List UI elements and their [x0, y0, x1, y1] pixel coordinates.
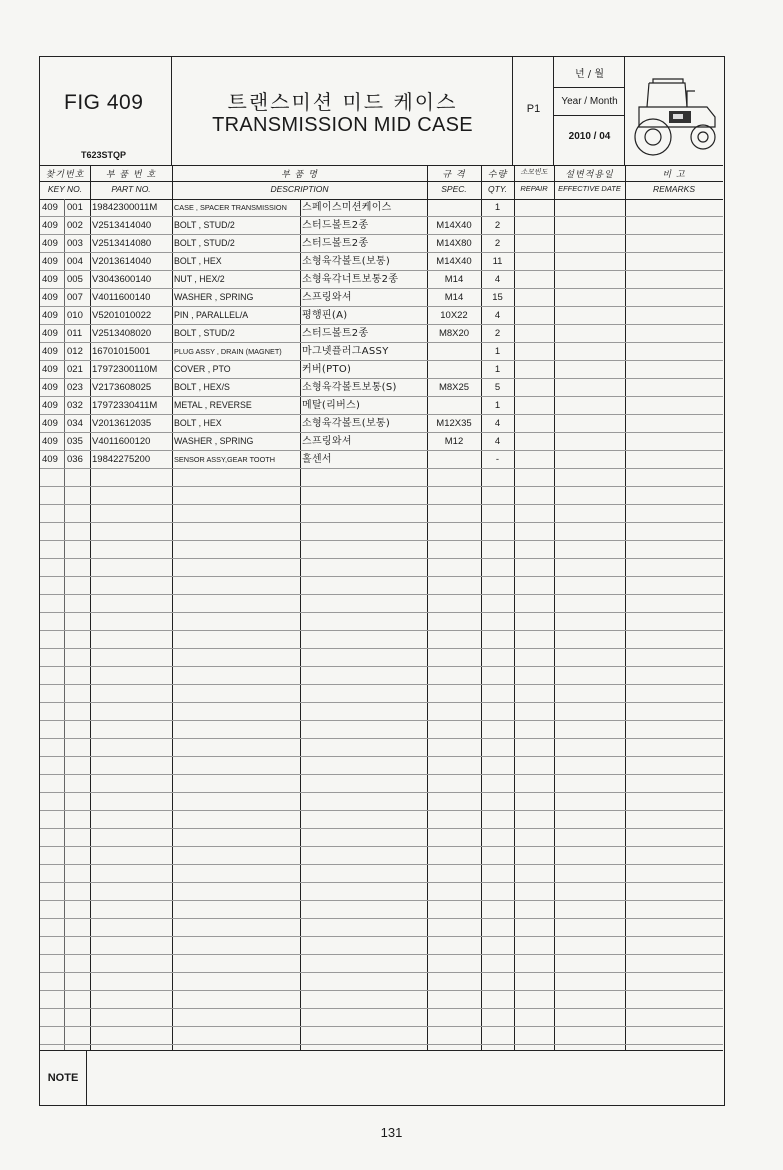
- page-ref: P1: [526, 103, 541, 115]
- table-row: [40, 631, 723, 649]
- quantity: 2: [494, 220, 501, 231]
- divider: [554, 87, 625, 88]
- parts-sheet: [39, 56, 725, 1106]
- description-korean: 스터드볼트2종: [302, 238, 369, 249]
- description-korean: 스터드볼트2종: [302, 220, 369, 231]
- spec: [428, 361, 480, 378]
- quantity: 11: [492, 256, 503, 267]
- key-number: 007: [67, 292, 83, 303]
- col-spec-en: SPEC.: [441, 184, 467, 194]
- table-row: [40, 469, 723, 487]
- figure-number: FIG 409: [64, 91, 144, 114]
- description: WASHER , SPRING: [174, 436, 254, 446]
- table-row: [40, 865, 723, 883]
- table-row: [40, 703, 723, 721]
- quantity: 1: [494, 364, 501, 375]
- key-prefix: 409: [42, 418, 58, 429]
- key-prefix: 409: [42, 346, 58, 357]
- description-korean: 소형육각볼트보통(S): [302, 382, 397, 393]
- part-number: V2013614040: [92, 256, 152, 267]
- table-row: [40, 757, 723, 775]
- description: BOLT , STUD/2: [174, 238, 235, 248]
- col-effective: [554, 165, 625, 199]
- description-korean: 메탈(리버스): [302, 400, 361, 411]
- description-korean: 평행핀(A): [302, 310, 348, 321]
- description: BOLT , STUD/2: [174, 220, 235, 230]
- table-row: [40, 667, 723, 685]
- col-part-ko: 부 품 번 호: [105, 170, 157, 180]
- year-month-label-en: Year / Month: [561, 96, 618, 107]
- description: NUT , HEX/2: [174, 274, 225, 284]
- table-row: [40, 883, 723, 901]
- col-spec: [427, 165, 481, 199]
- key-number: 023: [67, 382, 83, 393]
- table-row: [40, 415, 723, 433]
- key-number: 012: [67, 346, 83, 357]
- table-row: [40, 739, 723, 757]
- table-row: [40, 1027, 723, 1045]
- tractor-icon: [629, 65, 721, 157]
- part-number: V2513408020: [92, 328, 152, 339]
- quantity: 4: [494, 310, 501, 321]
- table-row: [40, 829, 723, 847]
- quantity: 4: [494, 274, 501, 285]
- table-row: [40, 649, 723, 667]
- description-korean: 스프링와셔: [302, 436, 352, 447]
- col-key-en: KEY NO.: [47, 184, 83, 194]
- col-key: [40, 165, 90, 199]
- part-number: V2513414040: [92, 220, 152, 231]
- table-row: [40, 343, 723, 361]
- spec: [428, 199, 480, 216]
- table-row: [40, 433, 723, 451]
- col-repair-ko: 소모빈도: [520, 168, 548, 176]
- description: PIN , PARALLEL/A: [174, 310, 249, 320]
- fig-cell: [40, 57, 172, 165]
- col-repair: [514, 165, 554, 199]
- key-number: 036: [67, 454, 83, 465]
- quantity: 2: [494, 238, 501, 249]
- spec: M12X35: [436, 418, 472, 429]
- key-number: 011: [67, 328, 83, 339]
- key-prefix: 409: [42, 202, 58, 213]
- quantity: 1: [494, 346, 501, 357]
- key-number: 034: [67, 418, 83, 429]
- description-korean: 스프링와셔: [302, 292, 352, 303]
- spec: [428, 451, 480, 468]
- header-block: [40, 57, 723, 166]
- description-korean: 소형육각너트보통2종: [302, 274, 399, 285]
- date-cell: [554, 57, 625, 165]
- part-number: 17972300110M: [92, 364, 158, 375]
- title-english: TRANSMISSION MID CASE: [212, 114, 473, 136]
- col-repair-en: REPAIR: [520, 184, 548, 193]
- table-row: [40, 919, 723, 937]
- table-row: [40, 235, 723, 253]
- key-number: 001: [67, 202, 83, 213]
- spec: M14: [444, 292, 464, 303]
- parts-table-body: [40, 199, 723, 1050]
- col-remarks-en: REMARKS: [652, 184, 696, 194]
- col-part-en: PART NO.: [111, 184, 151, 194]
- key-prefix: 409: [42, 238, 58, 249]
- part-number: 19842275200: [92, 454, 151, 465]
- description: SENSOR ASSY,GEAR TOOTH: [174, 455, 275, 464]
- col-qty: [481, 165, 514, 199]
- description: METAL , REVERSE: [174, 400, 252, 410]
- description-korean: 소형육각볼트(보통): [302, 256, 391, 267]
- col-spec-ko: 규 격: [442, 170, 466, 180]
- table-row: [40, 505, 723, 523]
- table-row: [40, 361, 723, 379]
- description-korean: 소형육각볼트(보통): [302, 418, 391, 429]
- title-cell: [172, 57, 513, 165]
- key-prefix: 409: [42, 400, 58, 411]
- table-row: [40, 1009, 723, 1027]
- spec: 10X22: [440, 310, 468, 321]
- description-korean: 스터드볼트2종: [302, 328, 369, 339]
- table-row: [40, 199, 723, 217]
- table-row: [40, 937, 723, 955]
- table-row: [40, 289, 723, 307]
- description: BOLT , STUD/2: [174, 328, 235, 338]
- key-prefix: 409: [42, 328, 58, 339]
- key-number: 003: [67, 238, 83, 249]
- table-row: [40, 271, 723, 289]
- quantity: 2: [494, 328, 501, 339]
- page-number: 131: [380, 1125, 403, 1140]
- table-row: [40, 901, 723, 919]
- quantity: 4: [494, 418, 501, 429]
- col-qty-ko: 수량: [487, 170, 508, 180]
- col-qty-en: QTY.: [487, 184, 508, 194]
- table-row: [40, 775, 723, 793]
- table-row: [40, 613, 723, 631]
- quantity: 1: [494, 400, 501, 411]
- key-number: 005: [67, 274, 83, 285]
- table-row: [40, 793, 723, 811]
- part-number: V3043600140: [92, 274, 152, 285]
- key-number: 021: [67, 364, 83, 375]
- divider: [554, 115, 625, 116]
- part-number: V5201010022: [92, 310, 152, 321]
- table-row: [40, 325, 723, 343]
- table-row: [40, 307, 723, 325]
- key-prefix: 409: [42, 454, 58, 465]
- spec: [428, 397, 480, 414]
- table-row: [40, 847, 723, 865]
- spec: M8X25: [438, 382, 470, 393]
- table-row: [40, 721, 723, 739]
- description: CASE , SPACER TRANSMISSION: [174, 203, 287, 212]
- spec: [428, 343, 480, 360]
- title-korean: 트랜스미션 미드 케이스: [227, 90, 458, 114]
- key-prefix: 409: [42, 292, 58, 303]
- description-korean: 스페이스미션케이스: [302, 202, 392, 213]
- spec: M14: [444, 274, 464, 285]
- quantity: 5: [494, 382, 501, 393]
- key-prefix: 409: [42, 256, 58, 267]
- description: PLUG ASSY , DRAIN (MAGNET): [174, 347, 282, 356]
- spec: M12: [444, 436, 464, 447]
- spec: M8X20: [438, 328, 470, 339]
- table-row: [40, 685, 723, 703]
- note-section: [40, 1050, 723, 1105]
- part-number: V4011600140: [92, 292, 151, 303]
- table-row: [40, 397, 723, 415]
- table-row: [40, 811, 723, 829]
- table-row: [40, 379, 723, 397]
- description-korean: 마그넷플러그ASSY: [302, 346, 389, 357]
- key-prefix: 409: [42, 364, 58, 375]
- table-row: [40, 217, 723, 235]
- quantity: 4: [494, 436, 501, 447]
- key-prefix: 409: [42, 436, 58, 447]
- table-row: [40, 559, 723, 577]
- table-row: [40, 487, 723, 505]
- image-cell: [625, 57, 723, 165]
- quantity: 1: [494, 202, 501, 213]
- col-desc: [172, 165, 427, 199]
- spec: M14X40: [436, 220, 472, 231]
- table-row: [40, 541, 723, 559]
- key-number: 010: [67, 310, 83, 321]
- table-row: [40, 955, 723, 973]
- key-prefix: 409: [42, 310, 58, 321]
- col-desc-en: DESCRIPTION: [270, 184, 329, 194]
- table-row: [40, 991, 723, 1009]
- part-number: V2013612035: [92, 418, 152, 429]
- spec: M14X40: [436, 256, 472, 267]
- table-row: [40, 973, 723, 991]
- model-code: T623STQP: [81, 150, 127, 160]
- col-effective-en: EFFECTIVE DATE: [558, 184, 621, 193]
- table-row: [40, 523, 723, 541]
- part-number: 19842300011M: [92, 202, 158, 213]
- description-korean: 커버(PTO): [302, 364, 352, 375]
- key-prefix: 409: [42, 382, 58, 393]
- table-row: [40, 451, 723, 469]
- description: BOLT , HEX: [174, 418, 222, 428]
- part-number: V2513414080: [92, 238, 152, 249]
- key-number: 004: [67, 256, 83, 267]
- column-header: [40, 165, 723, 200]
- spec: M14X80: [436, 238, 472, 249]
- quantity: 15: [492, 292, 503, 303]
- description: BOLT , HEX: [174, 256, 222, 266]
- key-prefix: 409: [42, 220, 58, 231]
- col-remarks: [625, 165, 723, 199]
- year-month-label-ko: 년 / 월: [574, 69, 605, 80]
- part-number: 16701015001: [92, 346, 151, 357]
- table-row: [40, 595, 723, 613]
- description: COVER , PTO: [174, 364, 231, 374]
- col-remarks-ko: 비 고: [662, 170, 686, 180]
- table-row: [40, 577, 723, 595]
- key-number: 002: [67, 220, 83, 231]
- note-label: NOTE: [40, 1051, 87, 1105]
- table-row: [40, 253, 723, 271]
- part-number: V4011600120: [92, 436, 151, 447]
- key-number: 035: [67, 436, 83, 447]
- key-number: 032: [67, 400, 83, 411]
- col-key-ko: 찾기번호: [45, 170, 85, 180]
- col-effective-ko: 설변적용일: [565, 170, 614, 180]
- key-prefix: 409: [42, 274, 58, 285]
- page-ref-cell: [513, 57, 554, 165]
- description-korean: 홀센서: [302, 454, 332, 465]
- year-month-value: 2010 / 04: [568, 131, 611, 142]
- part-number: V2173608025: [92, 382, 152, 393]
- description: WASHER , SPRING: [174, 292, 254, 302]
- col-part: [90, 165, 172, 199]
- part-number: 17972330411M: [92, 400, 158, 411]
- description: BOLT , HEX/S: [174, 382, 230, 392]
- quantity: -: [495, 454, 500, 465]
- col-desc-ko: 부 품 명: [281, 170, 318, 180]
